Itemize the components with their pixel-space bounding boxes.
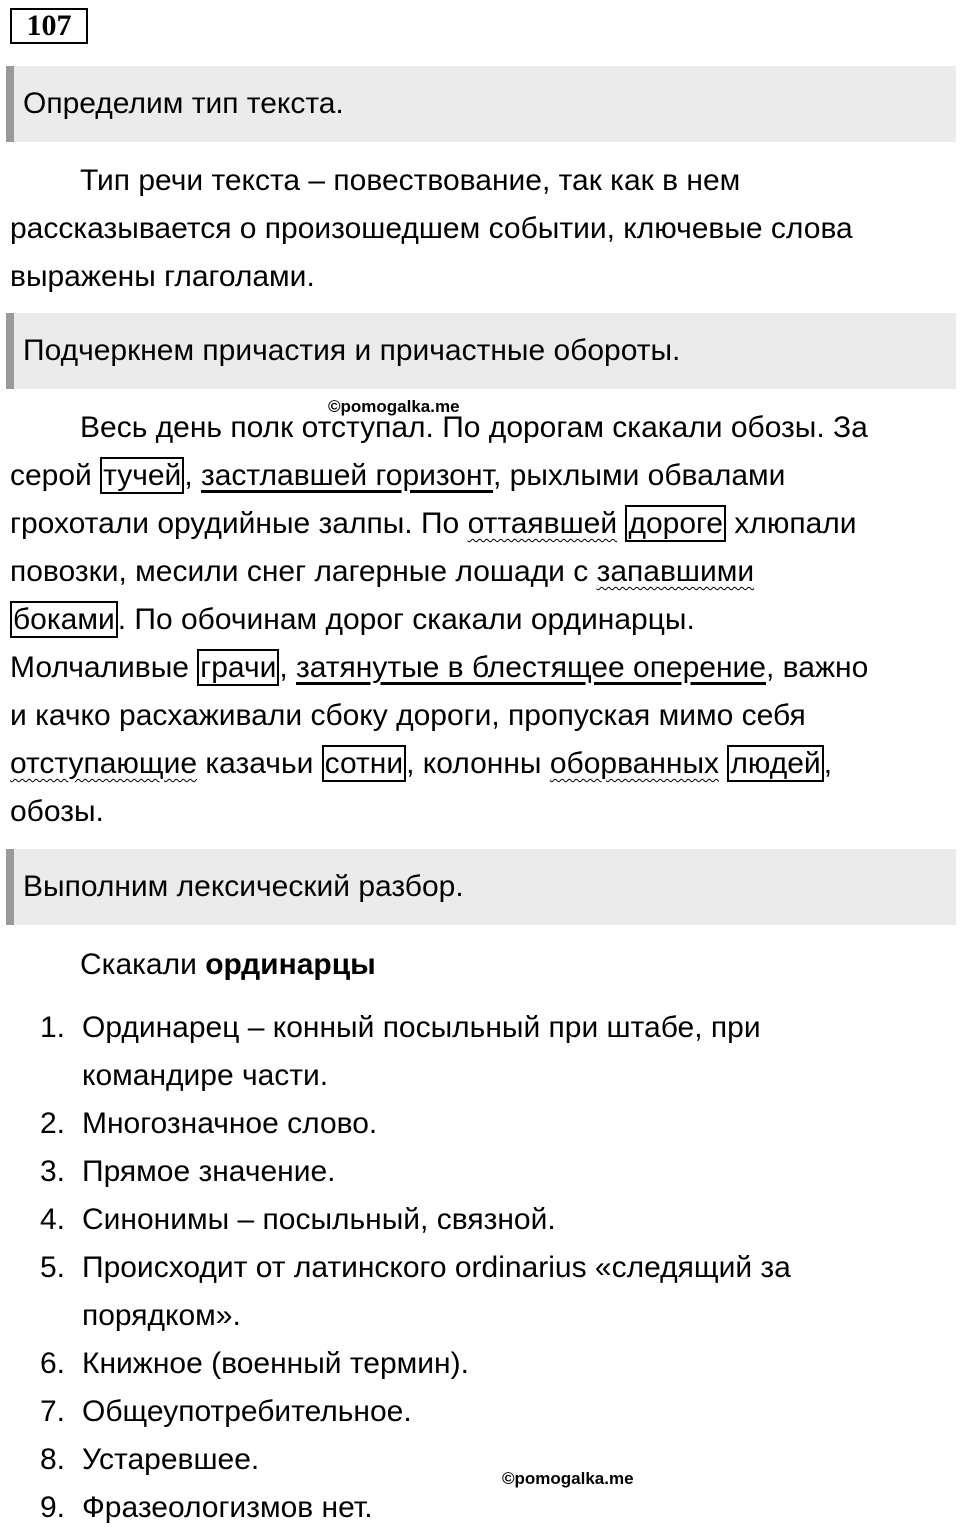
phrase-noun-bold: ординарцы <box>205 948 376 981</box>
watermark: ©pomogalka.me <box>502 1469 634 1488</box>
paragraph-line: выражены глаголами. <box>10 260 315 293</box>
list-item: 2. Многозначное слово. <box>40 1107 378 1140</box>
boxed-noun: сотни <box>322 745 406 782</box>
list-item: 9. Фразеологизмов нет. <box>40 1491 373 1524</box>
excerpt-line: серой тучей , застлавшей горизонт, рыхлыми обвалами <box>10 459 786 492</box>
boxed-noun: людей <box>727 745 823 782</box>
excerpt-line: отступающие казачьи сотни , колонны оборванных людей , <box>10 747 833 780</box>
list-item: 5. Происходит от латинского ordinarius «следящий за порядком». <box>40 1251 791 1332</box>
lexical-analysis-list <box>40 1004 791 1532</box>
excerpt-line: боками . По обочинам дорог скакали ординарцы. <box>10 596 955 644</box>
list-item: 8. Устаревшее. <box>40 1443 260 1476</box>
boxed-noun: дороге <box>625 505 726 542</box>
list-item: 7. Общеупотребительное. <box>40 1395 412 1428</box>
excerpt-line: обозы. <box>10 795 104 828</box>
participle-phrase: затянутые в блестящее оперение <box>296 651 766 684</box>
phrase-verb: Скакали <box>80 948 206 981</box>
excerpt-line: грохотали орудийные залпы. По оттаявшей дороге хлюпали <box>10 507 857 540</box>
participle: отступающие <box>10 747 198 780</box>
list-item: 1. Ординарец – конный посыльный при штабе, при командире части. <box>40 1011 761 1092</box>
participle: оттаявшей <box>467 507 618 540</box>
participle-phrase: застлавшей горизонт <box>200 459 493 492</box>
list-item: 6. Книжное (военный термин). <box>40 1347 469 1380</box>
paragraph-line: Тип речи текста – повествование, так как в нем <box>80 164 741 197</box>
participle: оборванных <box>549 747 720 780</box>
participle: запавшими <box>596 555 755 588</box>
section-heading-participles: Подчеркнем причастия и причастные обороты. <box>6 313 956 389</box>
boxed-noun: тучей <box>100 457 184 494</box>
excerpt-line: Молчаливые грачи , затянутые в блестящее оперение, важно <box>10 651 869 684</box>
excerpt-line: повозки, месили снег лагерные лошади с запавшими <box>10 555 755 588</box>
excerpt-line: и качко расхаживали сбоку дороги, пропуская мимо себя <box>10 699 806 732</box>
excerpt-line: Весь день полк отступал. По дорогам скакали обозы. За <box>80 411 868 444</box>
boxed-noun: грачи <box>197 649 279 686</box>
analyzed-phrase <box>80 941 960 989</box>
task-number: 107 <box>10 8 88 44</box>
list-item: 4. Синонимы – посыльный, связной. <box>40 1203 556 1236</box>
paragraph-line: рассказывается о произошедшем событии, ключевые слова <box>10 212 853 245</box>
watermark: ©pomogalka.me <box>328 397 460 416</box>
list-item: 3. Прямое значение. <box>40 1155 336 1188</box>
section-heading-lexical: Выполним лексический разбор. <box>6 849 956 925</box>
boxed-noun: боками <box>10 601 118 638</box>
excerpt-paragraph <box>10 404 955 836</box>
section-heading-text-type: Определим тип текста. <box>6 66 956 142</box>
text-type-paragraph <box>10 157 955 301</box>
